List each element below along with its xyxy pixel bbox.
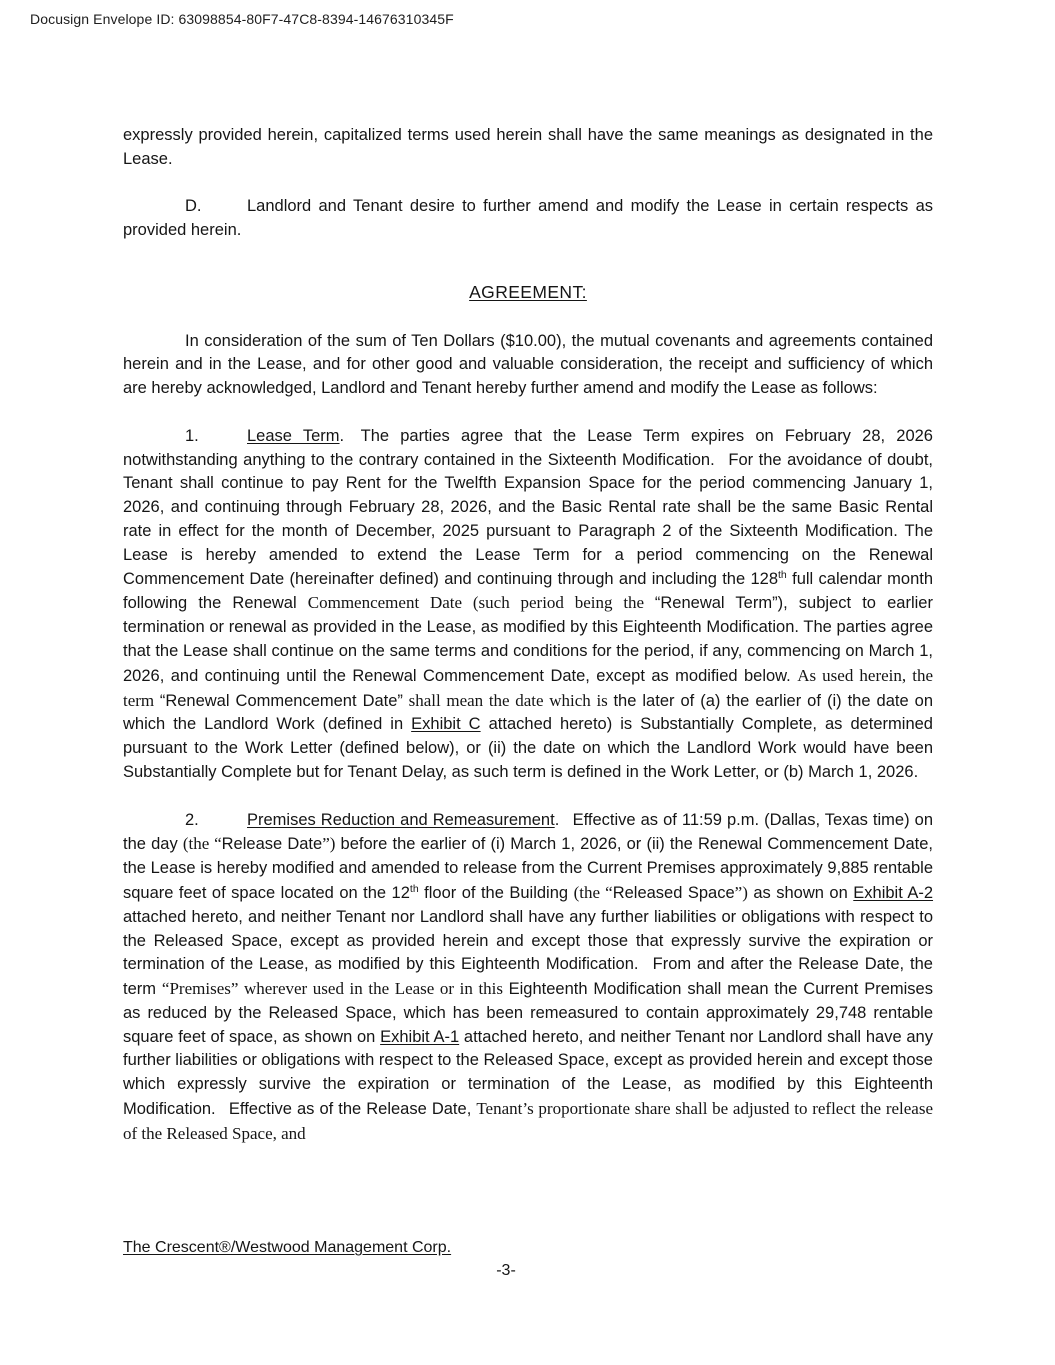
- body-text: “Renewal Commencement Date”: [159, 691, 403, 710]
- body-text: Landlord and Tenant desire to further amend and modify the Lease in certain respects as provided herein.: [123, 197, 933, 240]
- body-text: attached hereto) is Substantially Complete, as determined pursuant to the Work Letter (defined below), or (ii) the date on which the Landlord Work would have been Substantially Complete but for Tenant Delay, as such term is defined in the Work Letter, or (b) March 1, 2026.: [123, 715, 933, 781]
- section-2-premises-reduction: [123, 809, 933, 1147]
- underlined-text: Exhibit A-2: [853, 883, 934, 902]
- underlined-text: Lease Term: [247, 426, 340, 445]
- recital-d: [123, 195, 933, 243]
- underlined-text: Exhibit C: [411, 715, 481, 734]
- docusign-envelope-id: Docusign Envelope ID: 63098854-80F7-47C8-8394-14676310345F: [30, 11, 454, 27]
- body-text: Tenant’s proportionate share shall be adjusted to reflect the release of the Released Space, and: [123, 1099, 934, 1143]
- body-text: “Renewal Term”), subject to earlier termination or renewal as provided in the Lease, as modified by this Eighteenth Modification. The parties agree that the Lease shall continue on the same terms and conditions for the period, if any, commencing on March 1, 2026, and continuing until the Renewal Commencement Date, except as modified below.: [123, 594, 933, 685]
- agreement-heading-text: AGREEMENT:: [469, 281, 587, 302]
- body-text: ”): [734, 882, 748, 902]
- footer-company: The Crescent®/Westwood Management Corp.: [123, 1239, 452, 1256]
- superscript-text: th: [409, 883, 419, 896]
- body-text: Released Space: [612, 883, 735, 902]
- body-text: “Premises” wherever used in the Lease or in this: [161, 979, 509, 999]
- body-text: . The parties agree that the Lease Term expires on February 28, 2026 notwithstanding anything to the contrary contained in the Sixteenth Modification. For the avoidance of doubt, Tenant shall continue to pay Rent for the Twelfth Expansion Space for the period commencing January 1, 2026, and continuing through February 28, 2026, and the Basic Rental rate shall be the same Basic Rental rate in effect for the month of December, 2025 pursuant to Paragraph 2 of the Sixteenth Modification. The Lease is hereby amended to extend the Lease Term for a period commencing on the Renewal Commencement Date (hereinafter defined) and continuing through and including the 128: [123, 426, 933, 588]
- body-text: Eighteenth Modification shall mean the Current Premises as reduced by the Released Space, which has been remeasured to contain approximately 29,748 rentable square feet of space, as shown on: [123, 980, 933, 1046]
- body-text: (the “: [182, 834, 222, 854]
- body-text: attached hereto, and neither Tenant nor Landlord shall have any further liabilities or obligations with respect to the Released Space, except as provided herein and except those which expressly survive the expiration or termination of the Lease, as modified by this Eighteenth Modification. Effective as of the Release Date,: [123, 1027, 933, 1119]
- body-text: expressly provided herein, capitalized terms used herein shall have the same meanings as designated in the Lease.: [123, 126, 933, 168]
- section-1-lease-term: [123, 425, 933, 785]
- body-text: shall mean the date which is: [402, 690, 614, 710]
- body-text: the later of (a) the earlier of (i) the date on which the Landlord Work (defined in: [123, 691, 933, 734]
- body-text: As used herein, the term: [123, 665, 933, 710]
- body-text: ”): [322, 834, 336, 854]
- body-text: In consideration of the sum of Ten Dollars ($10.00), the mutual covenants and agreements contained herein and in the Lease, and for other good and valuable consideration, the receipt and sufficiency of which are hereby acknowledged, Landlord and Tenant hereby further amend and modify the Lease as follows:: [123, 331, 933, 398]
- body-text: before the earlier of (i) March 1, 2026, or (ii) the Renewal Commencement Date, the Lease is hereby modified and amended to release from the Current Premises approximately 9,885 rentable square feet of space located on the 12: [123, 835, 933, 902]
- body-text: attached hereto, and neither Tenant nor Landlord shall have any further liabilities or obligations with respect to the Released Space, except as provided herein and except those that expressly survive the expiration or termination of the Lease, as modified by this Eighteenth Modification. From and after the Release Date, the term: [123, 907, 933, 999]
- document-body: [123, 124, 933, 1147]
- superscript-text: th: [778, 569, 787, 582]
- body-text: Release Date: [221, 835, 323, 854]
- body-text: floor of the Building: [418, 883, 574, 902]
- underlined-text: Exhibit A-1: [380, 1027, 460, 1046]
- body-text: as shown on: [747, 883, 854, 902]
- paragraph-label: 2.: [185, 810, 199, 829]
- paragraph-consideration: [123, 330, 933, 401]
- underlined-text: Premises Reduction and Remeasurement: [247, 810, 555, 829]
- body-text: full calendar month following the Renewal: [123, 569, 934, 613]
- paragraph-label: 1.: [185, 426, 199, 445]
- body-text: . Effective as of 11:59 p.m. (Dallas, Texas time) on the day: [123, 810, 933, 854]
- body-text: (the “: [573, 882, 613, 902]
- paragraph-capitalized-terms: [123, 124, 933, 172]
- agreement-heading: [123, 281, 933, 306]
- body-text: Commencement Date (such period being the: [307, 593, 655, 613]
- paragraph-label: D.: [185, 197, 202, 216]
- page-number: -3-: [496, 1262, 516, 1279]
